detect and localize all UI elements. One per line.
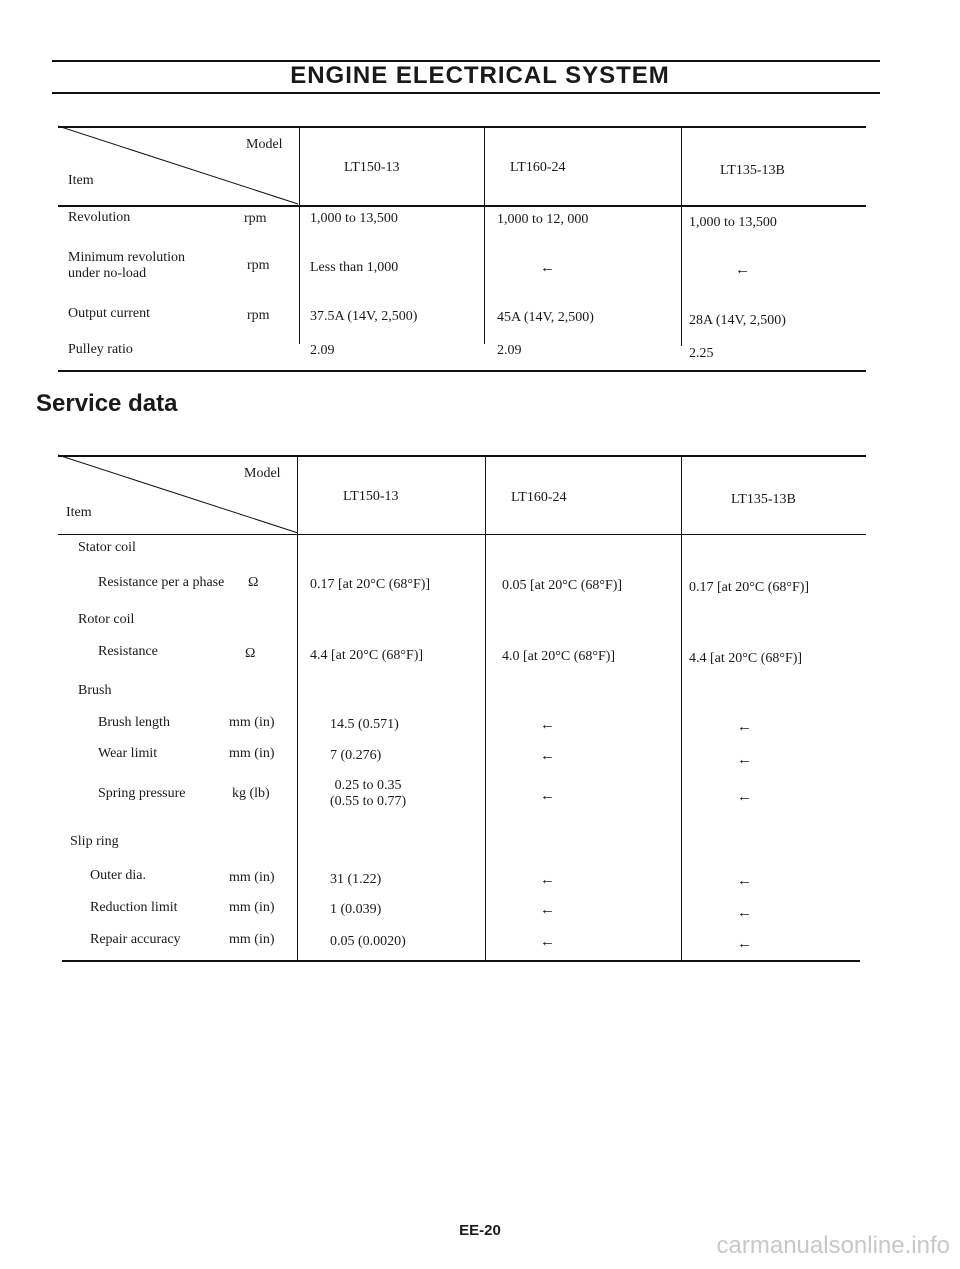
same-as-left-arrow: ← <box>735 262 750 278</box>
row-value-2: 0.05 [at 20°C (68°F)] <box>502 578 623 593</box>
row-value-3: 2.25 <box>689 346 714 361</box>
row-value-1: Less than 1,000 <box>310 260 399 275</box>
table2-model-1: LT150-13 <box>343 489 399 504</box>
table2-corner-model: Model <box>244 466 281 481</box>
same-as-left-arrow: ← <box>540 717 555 733</box>
group-label-brush: Brush <box>78 683 112 698</box>
table1-col-divider-2 <box>484 126 485 344</box>
row-value-1: 0.25 to 0.35 (0.55 to 0.77) <box>330 778 407 809</box>
same-as-left-arrow: ← <box>540 872 555 888</box>
table2-model-2: LT160-24 <box>511 490 567 505</box>
row-value-2: 1,000 to 12, 000 <box>497 212 589 227</box>
table1-model-3: LT135-13B <box>720 163 785 178</box>
table1-model-1: LT150-13 <box>344 160 400 175</box>
table1-col-divider-1 <box>299 126 300 344</box>
row-value-1: 2.09 <box>310 343 335 358</box>
same-as-left-arrow: ← <box>540 788 555 804</box>
row-value-1: 1,000 to 13,500 <box>310 211 398 226</box>
same-as-left-arrow: ← <box>540 934 555 950</box>
same-as-left-arrow: ← <box>540 260 555 276</box>
row-value-1: 7 (0.276) <box>330 748 382 763</box>
row-unit: rpm <box>244 211 267 226</box>
table2-col-divider-1 <box>297 455 298 960</box>
row-value-2: 2.09 <box>497 343 522 358</box>
table1-col-divider-3 <box>681 126 682 346</box>
page-title: ENGINE ELECTRICAL SYSTEM <box>290 62 670 89</box>
row-value-1: 37.5A (14V, 2,500) <box>310 309 418 324</box>
row-item: Resistance <box>98 644 158 659</box>
row-item: Reduction limit <box>90 900 178 915</box>
row-item: Spring pressure <box>98 786 186 801</box>
row-unit: mm (in) <box>229 746 275 761</box>
row-item: Repair accuracy <box>90 932 181 947</box>
group-label-slip-ring: Slip ring <box>70 834 119 849</box>
page-number: EE-20 <box>459 1222 501 1239</box>
table1-bottom-border <box>58 370 866 372</box>
watermark: carmanualsonline.info <box>716 1232 950 1259</box>
row-value-1: 14.5 (0.571) <box>330 717 399 732</box>
same-as-left-arrow: ← <box>737 789 752 805</box>
row-value-3: 28A (14V, 2,500) <box>689 313 786 328</box>
row-value-2: 45A (14V, 2,500) <box>497 310 594 325</box>
row-item: Pulley ratio <box>68 342 133 357</box>
row-unit: Ω <box>245 646 256 661</box>
section-title: Service data <box>36 390 178 417</box>
table1-header-divider <box>58 205 866 207</box>
group-label-rotor-coil: Rotor coil <box>78 612 135 627</box>
table2-header-divider <box>58 534 866 535</box>
row-unit: mm (in) <box>229 870 275 885</box>
row-value-1: 0.17 [at 20°C (68°F)] <box>310 577 431 592</box>
same-as-left-arrow: ← <box>737 873 752 889</box>
row-value-1: 31 (1.22) <box>330 872 382 887</box>
table2-corner-item: Item <box>66 505 92 520</box>
same-as-left-arrow: ← <box>737 905 752 921</box>
table2-bottom-border <box>62 960 860 962</box>
table1-corner-model: Model <box>246 137 283 152</box>
row-item: Wear limit <box>98 746 158 761</box>
row-unit: kg (lb) <box>232 786 270 801</box>
table2-col-divider-3 <box>681 455 682 962</box>
header-bottom-rule <box>52 92 880 94</box>
row-value-1: 0.05 (0.0020) <box>330 934 406 949</box>
row-value-3: 1,000 to 13,500 <box>689 215 777 230</box>
row-unit: mm (in) <box>229 932 275 947</box>
row-value-1: 1 (0.039) <box>330 902 382 917</box>
row-item: Output current <box>68 306 151 321</box>
row-unit: mm (in) <box>229 900 275 915</box>
row-value-1: 4.4 [at 20°C (68°F)] <box>310 648 424 663</box>
row-item: Brush length <box>98 715 170 730</box>
row-value-2: 4.0 [at 20°C (68°F)] <box>502 649 616 664</box>
table1-corner-item: Item <box>68 173 94 188</box>
row-unit: rpm <box>247 258 270 273</box>
same-as-left-arrow: ← <box>737 936 752 952</box>
same-as-left-arrow: ← <box>540 748 555 764</box>
row-item: Revolution <box>68 210 131 225</box>
row-item: Outer dia. <box>90 868 146 883</box>
row-item: Resistance per a phase <box>98 575 225 590</box>
row-unit: Ω <box>248 575 259 590</box>
row-value-3: 4.4 [at 20°C (68°F)] <box>689 651 803 666</box>
row-unit: rpm <box>247 308 270 323</box>
table1-model-2: LT160-24 <box>510 160 566 175</box>
row-unit: mm (in) <box>229 715 275 730</box>
same-as-left-arrow: ← <box>737 719 752 735</box>
table2-col-divider-2 <box>485 455 486 960</box>
table2-model-3: LT135-13B <box>731 492 796 507</box>
same-as-left-arrow: ← <box>737 752 752 768</box>
group-label-stator-coil: Stator coil <box>78 540 136 555</box>
row-item: Minimum revolution under no-load <box>68 250 186 281</box>
row-value-3: 0.17 [at 20°C (68°F)] <box>689 580 810 595</box>
same-as-left-arrow: ← <box>540 902 555 918</box>
